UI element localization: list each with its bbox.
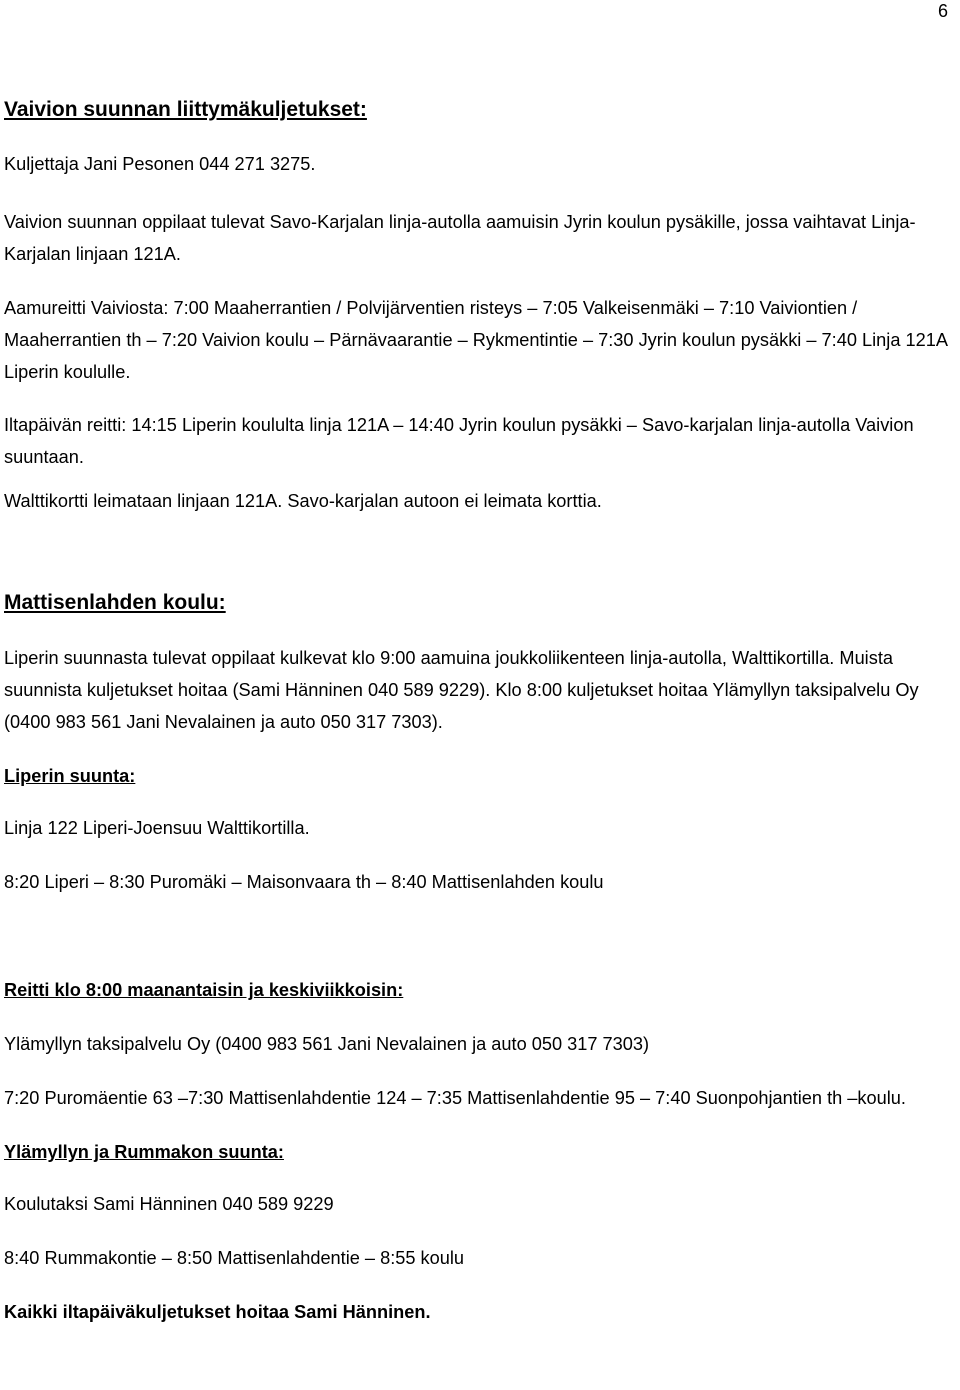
route8-heading: Reitti klo 8:00 maanantaisin ja keskiviikkoisin: — [4, 980, 404, 1000]
mattisenlahti-intro: Liperin suunnasta tulevat oppilaat kulkevat klo 9:00 aamuina joukkoliikenteen linja-autolla, Walttikortilla. Muista suunnista kuljetukset hoitaa (Sami Hänninen 040 589 9229). Klo 8:00 kuljetukset hoitaa Ylämyllyn taksipalvelu Oy (0400 983 561 Jani Nevalainen ja auto 050 317 7303). — [4, 648, 919, 732]
vaivio-afternoon-route: Iltapäivän reitti: 14:15 Liperin koululta linja 121A – 14:40 Jyrin koulun pysäkki – Savo-karjalan linja-autolla Vaivion suuntaan. — [4, 415, 914, 467]
ylamylly-route: 8:40 Rummakontie – 8:50 Mattisenlahdentie – 8:55 koulu — [4, 1248, 465, 1268]
ylamylly-heading: Ylämyllyn ja Rummakon suunta: — [4, 1142, 284, 1162]
route8-stops: 7:20 Puromäentie 63 –7:30 Mattisenlahdentie 124 – 7:35 Mattisenlahdentie 95 – 7:40 Suonpohjantien th –koulu. — [4, 1088, 906, 1108]
route8-operator: Ylämyllyn taksipalvelu Oy (0400 983 561 Jani Nevalainen ja auto 050 317 7303) — [4, 1034, 650, 1054]
vaivio-driver: Kuljettaja Jani Pesonen 044 271 3275. — [4, 154, 316, 174]
ylamylly-taxi: Koulutaksi Sami Hänninen 040 589 9229 — [4, 1194, 334, 1214]
vaivio-card-note: Walttikortti leimataan linjaan 121A. Savo-karjalan autoon ei leimata korttia. — [4, 491, 602, 511]
afternoon-note: Kaikki iltapäiväkuljetukset hoitaa Sami Hänninen. — [4, 1302, 431, 1322]
vaivio-heading: Vaivion suunnan liittymäkuljetukset: — [4, 98, 367, 121]
document-body — [4, 94, 948, 1328]
vaivio-morning-route: Aamureitti Vaiviosta: 7:00 Maaherrantien / Polvijärventien risteys – 7:05 Valkeisenmäki – 7:10 Vaiviontien / Maaherrantien th – 7:20 Vaivion koulu – Pärnävaarantie – Rykmentintie – 7:30 Jyrin koulun pysäkki – 7:40 Linja 121A Liperin koululle. — [4, 298, 947, 382]
vaivio-intro: Vaivion suunnan oppilaat tulevat Savo-Karjalan linja-autolla aamuisin Jyrin koulun pysäkille, jossa vaihtavat Linja-Karjalan linjaan 121A. — [4, 212, 916, 264]
liperi-route: 8:20 Liperi – 8:30 Puromäki – Maisonvaara th – 8:40 Mattisenlahden koulu — [4, 872, 604, 892]
mattisenlahti-heading: Mattisenlahden koulu: — [4, 591, 226, 614]
liperi-heading: Liperin suunta: — [4, 766, 136, 786]
page-number: 6 — [937, 1, 948, 21]
liperi-line: Linja 122 Liperi-Joensuu Walttikortilla. — [4, 818, 310, 838]
